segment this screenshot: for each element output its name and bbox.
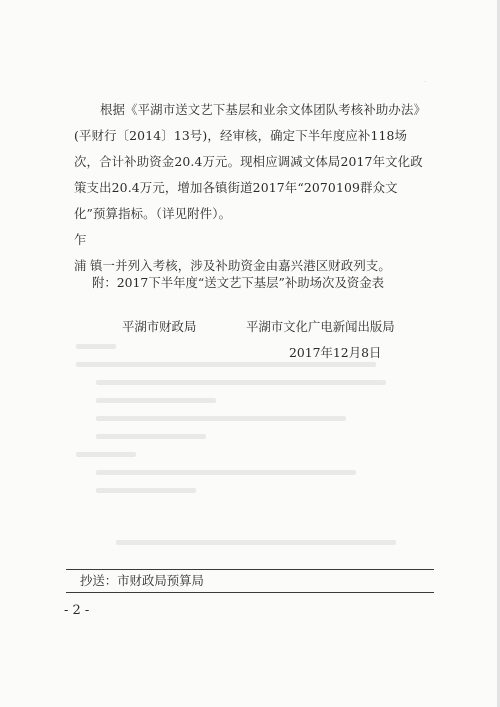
page-number: - 2 -: [64, 603, 90, 618]
body-paragraph-1: 根据《平湖市送文艺下基层和业余文体团队考核补助办法》(平财行〔2014〕13号)，经审核，确定下半年度应补118场次，合计补助资金20.4万元。现相应调减文体局2017年文化政策支出20.4万元，增加各镇街道2017年“2070109群众文化”预算指标。（详见附件）。: [74, 102, 423, 221]
bleed-through-text: [76, 340, 436, 590]
signatory-finance-bureau: 平湖市财政局: [122, 319, 197, 334]
attachment-note: 附：2017下半年度“送文艺下基层”补助场次及资金表: [92, 275, 385, 290]
signatory-culture-bureau: 平湖市文化广电新闻出版局: [246, 319, 395, 334]
signatory-line: [122, 314, 395, 340]
clipped-characters: 乍浦: [74, 232, 87, 273]
body-paragraph-2-text: 镇一并列入考核，涉及补助资金由嘉兴港区财政列支。: [90, 258, 391, 273]
margin-mark: ·: [424, 78, 427, 86]
copy-to-bottom-rule: [66, 592, 434, 593]
signing-date: 2017年12月8日: [289, 345, 382, 360]
copy-to-line: 抄送：市财政局预算局: [80, 573, 204, 588]
